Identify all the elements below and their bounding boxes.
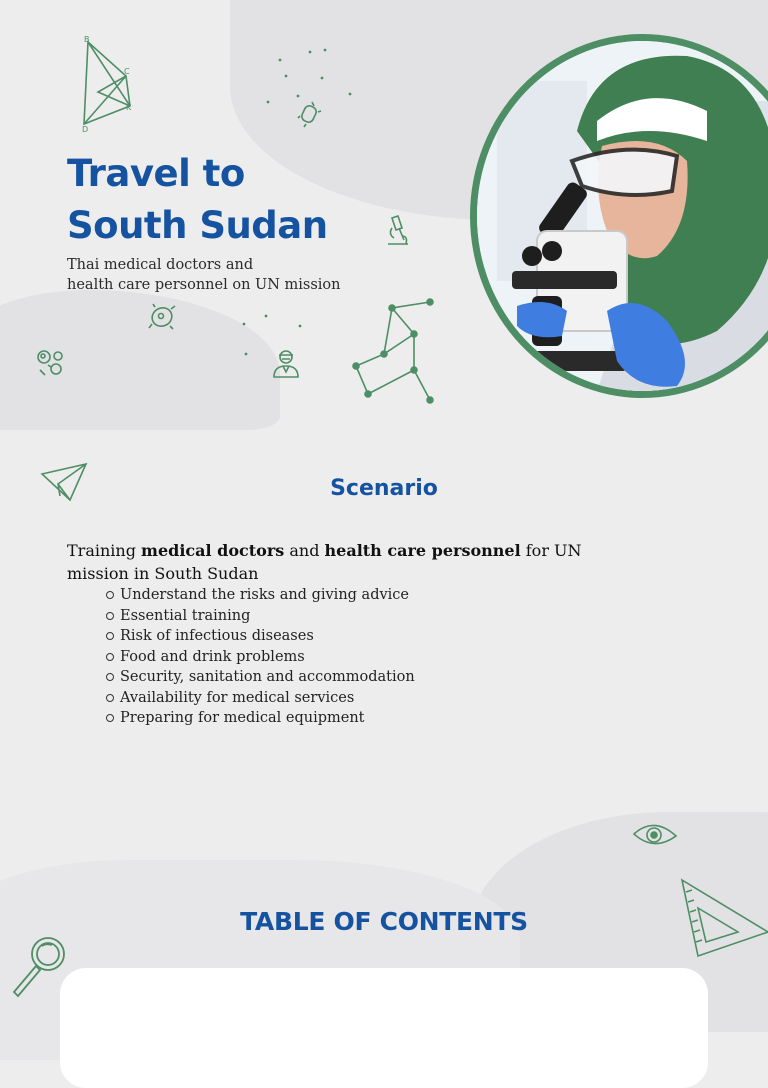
doctor-icon — [272, 348, 300, 378]
list-item: Food and drink problems — [106, 647, 415, 668]
subtitle — [67, 255, 341, 295]
pyramid-label-b — [80, 30, 130, 140]
intro-bold-personnel: health care personnel — [324, 541, 521, 560]
virus-icon — [146, 302, 178, 332]
pyramid-label-k — [126, 100, 138, 114]
intro-text-3: for UN mission in South Sudan — [67, 541, 582, 583]
page-title — [67, 148, 328, 252]
scenario-intro — [67, 539, 627, 585]
svg-text:C: C — [124, 67, 130, 76]
molecule-icon — [350, 298, 436, 404]
list-item: Essential training — [106, 606, 415, 627]
scenario-bullet-list — [106, 585, 415, 729]
list-item: Preparing for medical equipment — [106, 708, 415, 729]
eye-icon — [632, 818, 678, 850]
dots-decoration — [250, 46, 360, 106]
scientist-illustration — [477, 41, 768, 391]
svg-text:K: K — [126, 103, 132, 112]
magnifier-icon — [8, 934, 68, 998]
intro-text-2: and — [284, 541, 325, 560]
subtitle-line-1: Thai medical doctors and — [67, 257, 254, 273]
subtitle-line-2: health care personnel on UN mission — [67, 277, 341, 293]
title-line-2: South Sudan — [67, 204, 328, 247]
title-line-1: Travel to — [67, 152, 245, 195]
list-item: Security, sanitation and accommodation — [106, 667, 415, 688]
list-item: Availability for medical services — [106, 688, 415, 709]
microscope-icon — [384, 214, 412, 248]
bacteria-icon — [298, 100, 322, 128]
cells-icon — [36, 348, 68, 378]
toc-heading: TABLE OF CONTENTS — [240, 907, 528, 936]
svg-text:B: B — [84, 35, 90, 44]
svg-text:D: D — [82, 125, 89, 134]
toc-card — [60, 968, 708, 1088]
intro-text-1: Training — [67, 541, 142, 560]
list-item: Risk of infectious diseases — [106, 626, 415, 647]
list-item: Understand the risks and giving advice — [106, 585, 415, 606]
scenario-heading: Scenario — [330, 476, 438, 501]
intro-bold-doctors: medical doctors — [141, 541, 285, 560]
